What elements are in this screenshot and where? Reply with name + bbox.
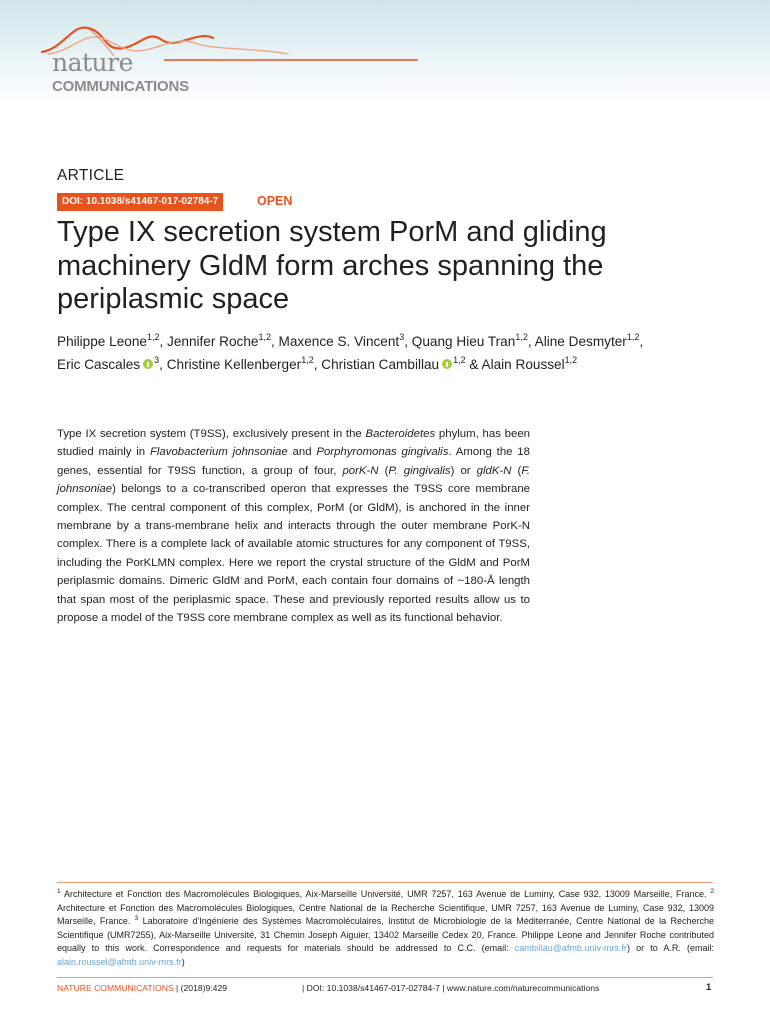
open-access-label: OPEN xyxy=(257,194,293,208)
author-affiliation: 3 xyxy=(399,331,405,342)
author-item[interactable] xyxy=(481,354,578,372)
author-affiliation: 1,2 xyxy=(564,354,578,365)
author-list: Philippe Leone$^{1,2}$, Jennifer Roche$^{1,2}$, Maxence S. Vincent$^3$, Quang Hieu Tran$^{1,2}$, Aline Desmyter$^{1,2}$, Eric Cascales $^3$, Christine Kellenberger$^{1,2}$, Christian Cambillau $^{1,2}$ & Alain Roussel$^{1,2}$ xyxy=(57,331,644,372)
author-name: Maxence S. Vincent xyxy=(278,334,400,349)
footer-journal-name: NATURE COMMUNICATIONS xyxy=(57,983,174,993)
doi-badge-link[interactable]: DOI: 10.1038/s41467-017-02784-7 xyxy=(57,193,223,211)
footer-divider xyxy=(57,977,713,978)
author-item[interactable] xyxy=(278,331,405,349)
author-item[interactable] xyxy=(57,331,160,349)
abstract: Type IX secretion system (T9SS), exclusively present in the Bacteroidetes phylum, has been studied mainly in Flavobacterium johnsoniae and Porphyromonas gingivalis. Among the 18 genes, essential for T9SS function, a group of four, porK-N (P. gingivalis) or gldK-N (F. johnsoniae) belongs to a co-transcribed operon that expresses the T9SS core membrane complex. The central component of this complex, PorM (or GldM), is anchored in the inner membrane by a trans-membrane helix and interacts through the outer membrane PorK-N complex. There is a complete lack of available atomic structures for any component of T9SS, including the PorKLMN complex. Here we report the crystal structure of the GldM and PorM periplasmic domains. Dimeric GldM and PorM, each contain four domains of ~180-Å length that span most of the periplasmic space. These and previously reported results allow us to propose a model of the T9SS core membrane complex as well as its functional behavior. xyxy=(57,428,530,625)
footer-doi-url[interactable]: | DOI: 10.1038/s41467-017-02784-7 | www.nature.com/naturecommunications xyxy=(302,983,600,993)
orcid-icon[interactable] xyxy=(143,359,153,369)
author-name: Jennifer Roche xyxy=(167,334,259,349)
author-name: Philippe Leone xyxy=(57,334,147,349)
author-affiliation: 1,2 xyxy=(626,331,640,342)
journal-logo-nature: nature xyxy=(52,48,133,77)
author-name: Aline Desmyter xyxy=(534,334,627,349)
author-name: Quang Hieu Tran xyxy=(411,334,516,349)
author-affiliation: 1,2 xyxy=(301,354,314,365)
author-affiliation: 1,2 xyxy=(515,331,528,342)
email-link-roussel[interactable]: alain.roussel@afmb.univ-mrs.fr xyxy=(57,956,182,967)
article-title: Type IX secretion system PorM and gliding machinery GldM form arches spanning the periplasmic space xyxy=(57,216,607,315)
author-name: Eric Cascales xyxy=(57,357,141,372)
article-type-label: ARTICLE xyxy=(57,167,125,184)
affiliations-divider xyxy=(57,882,713,883)
author-affiliation: 3 xyxy=(154,354,160,365)
author-name: Alain Roussel xyxy=(481,357,565,372)
author-name: Christian Cambillau xyxy=(321,357,440,372)
author-affiliation: 1,2 xyxy=(258,331,271,342)
author-item[interactable] xyxy=(166,354,314,372)
author-item[interactable] xyxy=(411,331,528,349)
author-affiliation: 1,2 xyxy=(453,354,466,365)
author-item[interactable] xyxy=(321,354,466,372)
affiliations-footnote: $^1$ Architecture et Fonction des Macromolécules Biologiques, Aix-Marseille Université, UMR 7257, 163 Avenue de Luminy, Case 932, 13009 Marseille, France. $^2$ Architecture et Fonction des Macromolécules Biologiques, Centre National de la Recherche Scientifique, UMR 7257, 163 Avenue de Luminy, Case 932, 13009 Marseille, France. $^3$ Laboratoire d'Ingénierie des Systèmes Macromoléculaires, Institut de Microbiologie de la Méditerranée, Centre National de la Recherche Scientifique (UMR7255), Aix-Marseille Université, 31 Chemin Joseph Aiguier, 13402 Marseille Cedex 20, France. Philippe Leone and Jennifer Roche contributed equally to this work. Correspondence and requests for materials should be addressed to C.C. (email: cambillau@afmb.univ-mrs.fr) or to A.R. (email: alain.roussel@afmb.univ-mrs.fr) xyxy=(57,888,715,967)
email-link-cambillau[interactable]: cambillau@afmb.univ-mrs.fr xyxy=(514,943,627,954)
author-name: Christine Kellenberger xyxy=(166,357,302,372)
page-number: 1 xyxy=(706,982,712,993)
author-affiliation: 1,2 xyxy=(146,331,160,342)
author-item[interactable] xyxy=(57,354,160,372)
journal-logo-communications: COMMUNICATIONS xyxy=(52,78,189,95)
author-item[interactable] xyxy=(534,331,640,349)
footer-citation: NATURE COMMUNICATIONS | (2018)9:429 xyxy=(57,983,228,993)
author-item[interactable] xyxy=(167,331,271,349)
orcid-icon[interactable] xyxy=(442,359,452,369)
